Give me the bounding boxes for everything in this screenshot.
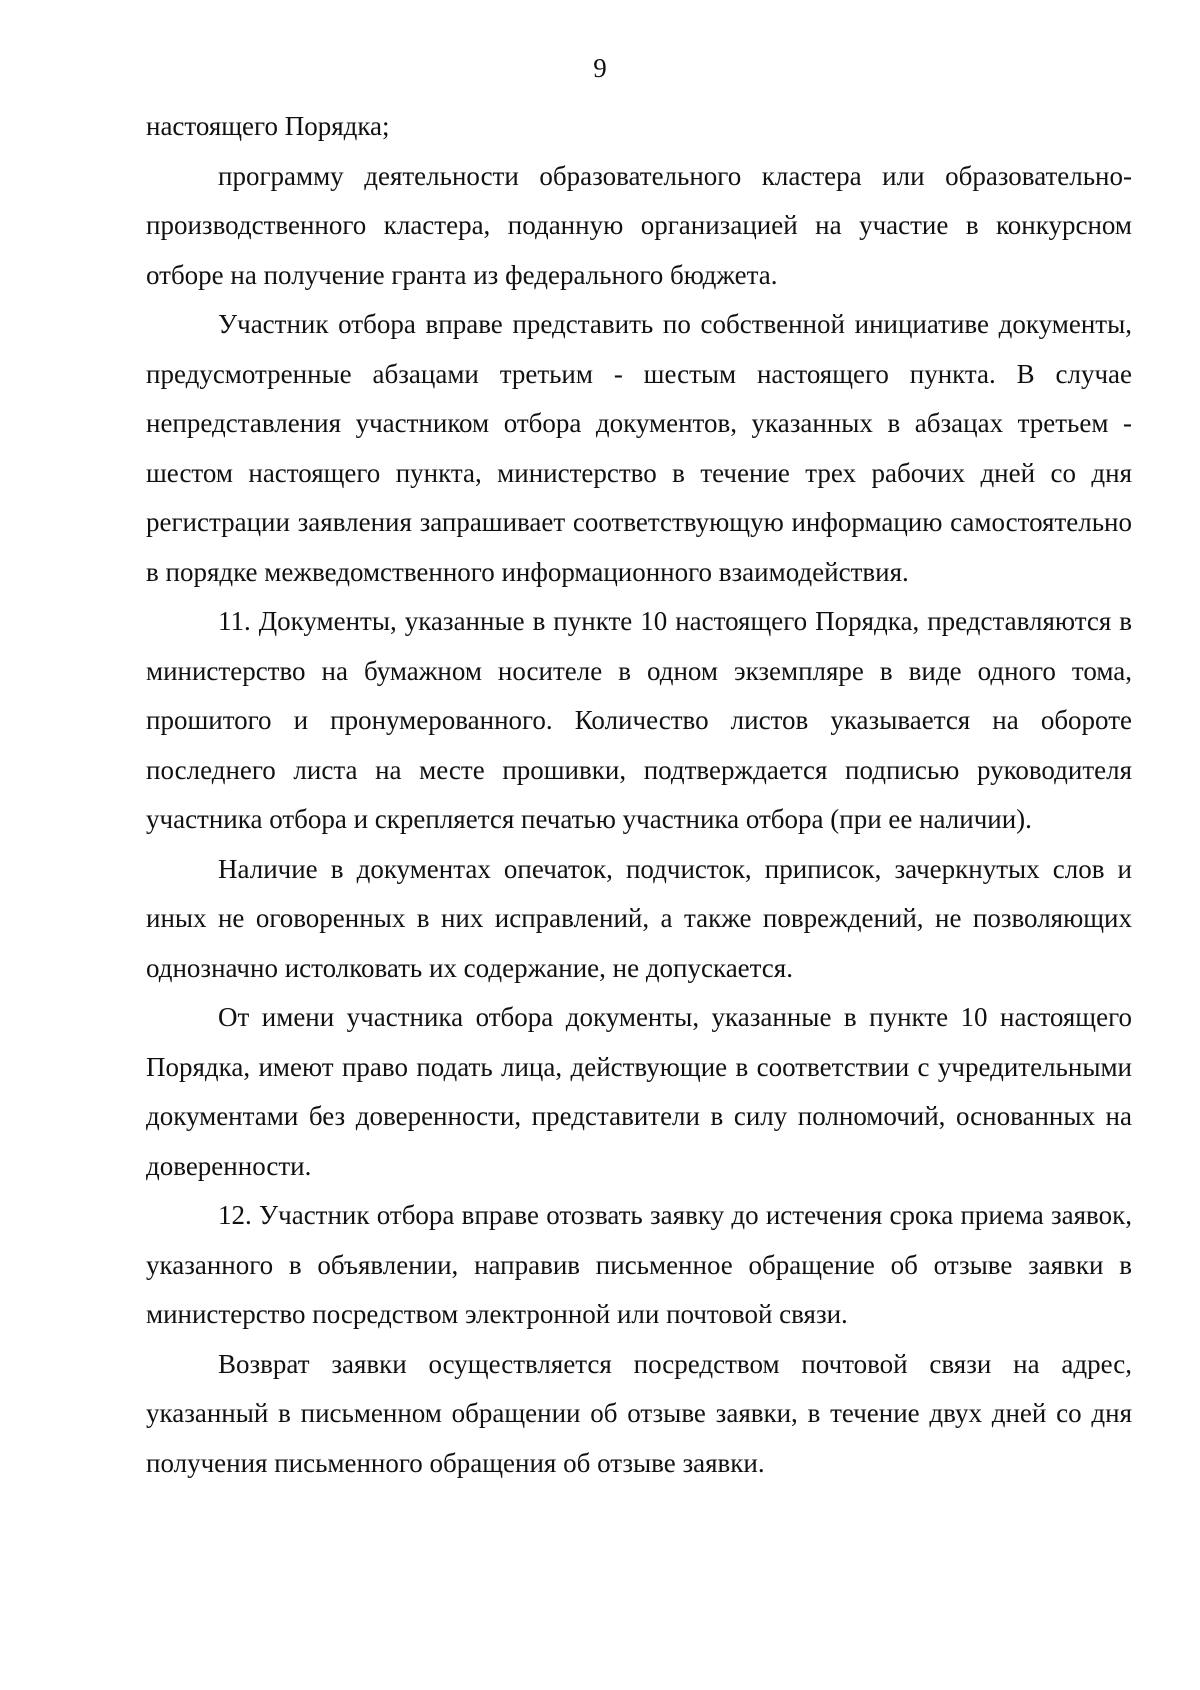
paragraph-continuation: настоящего Порядка; xyxy=(146,111,390,141)
paragraph-representatives: От имени участника отбора документы, указанные в пункте 10 настоящего Порядка, имеют право подать лица, действующие в соответствии с учредительными документами без доверенности, представители в силу полномочий, основанных на доверенности. xyxy=(146,1002,1132,1181)
paragraph-program: программу деятельности образовательного кластера или образовательно-производственного кластера, поданную организацией на участие в конкурсном отборе на получение гранта из федерального бюджета. xyxy=(146,160,1132,290)
paragraph-return: Возврат заявки осуществляется посредством почтовой связи на адрес, указанный в письменном обращении об отзыве заявки, в течение двух дней со дня получения письменного обращения об отзыве заявки. xyxy=(146,1348,1132,1478)
paragraph-participant-right: Участник отбора вправе представить по собственной инициативе документы, предусмотренные абзацами третьим - шестым настоящего пункта. В случае непредставления участником отбора документов, указанных в абзацах третьем - шестом настоящего пункта, министерство в течение трех рабочих дней со дня регистрации заявления запрашивает соответствующую информацию самостоятельно в порядке межведомственного информационного взаимодействия. xyxy=(146,309,1132,587)
paragraph-corrections: Наличие в документах опечаток, подчисток, приписок, зачеркнутых слов и иных не оговоренных в них исправлений, а также повреждений, не позволяющих однозначно истолковать их содержание, не допускается. xyxy=(146,853,1132,983)
paragraph-item-11: 11. Документы, указанные в пункте 10 настоящего Порядка, представляются в министерство на бумажном носителе в одном экземпляре в виде одного тома, прошитого и пронумерованного. Количество листов указывается на обороте последнего листа на месте прошивки, подтверждается подписью руководителя участника отбора и скрепляется печатью участника отбора (при ее наличии). xyxy=(146,606,1132,834)
page-number: 9 xyxy=(593,53,607,83)
document-body xyxy=(146,102,1132,1488)
paragraph-item-12: 12. Участник отбора вправе отозвать заявку до истечения срока приема заявок, указанного в объявлении, направив письменное обращение об отзыве заявки в министерство посредством электронной или почтовой связи. xyxy=(146,1200,1132,1329)
